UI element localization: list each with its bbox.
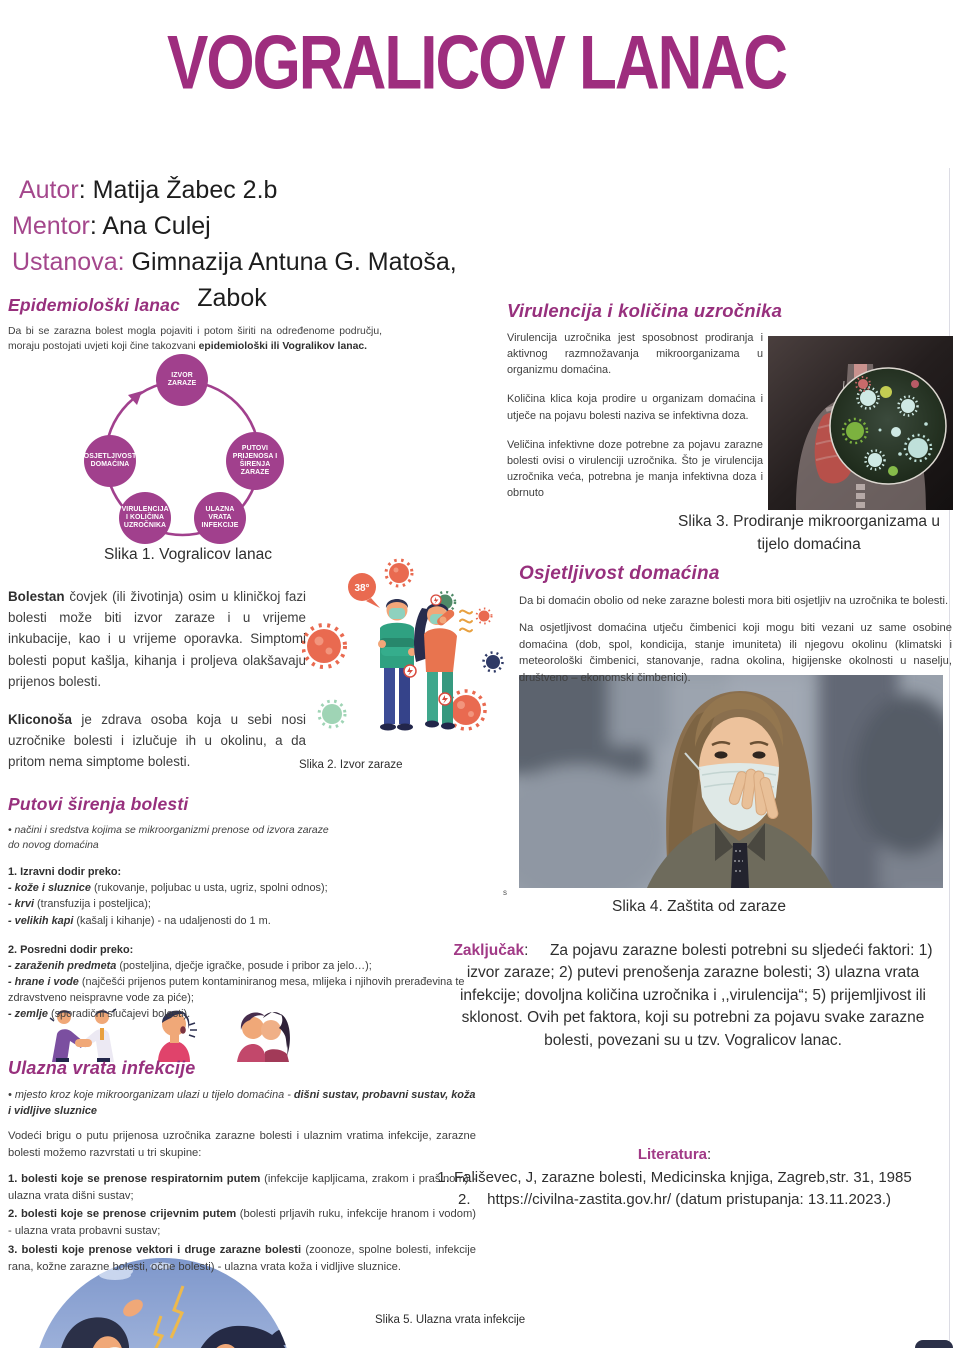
virulencija-heading: Virulencija i količina uzročnika: [507, 300, 783, 321]
cough-squiggle-icon: [460, 611, 472, 632]
inner-shirt: [731, 843, 749, 888]
svg-text:38°: 38°: [354, 583, 370, 594]
virus-icon: [484, 653, 503, 672]
putovi-item: - hrane i vode (najčešći prijenos putem kontaminiranog mesa, mlijeka i njihovih prerađevina te zdravstveno neispravne vode za piće);: [8, 976, 465, 1005]
eye: [753, 751, 766, 758]
virus-icon: [477, 609, 492, 624]
zakljucak-text: Za pojavu zarazne bolesti potrebni su sljedeći faktori: 1) izvor zaraze; 2) putevi prenošenja zarazne bolesti; 3) ulazna vrata infekcije; dovoljna količina uzročnika i ,,virulencija“; 5) prijemljivost ili sklonost. Ovih pet faktora, koji su potrebni za pojavu svake zarazne bolesti, povezani su u tzv. Vogralicov lanac.: [459, 942, 933, 1049]
literatura-item: 1. Fališevec, J, zarazne bolesti, Medicinska knjiga, Zagreb,str. 31, 1985: [437, 1168, 912, 1186]
author-line: Autor: Matija Žabec 2.b: [18, 176, 278, 204]
vogralic-chain-diagram: [84, 352, 284, 552]
mentor-line: Mentor: Ana Culej: [12, 212, 211, 240]
ulazna-item: 3. bolesti koje prenose vektori i druge zarazne bolesti (zoonoze, spolne bolesti, infekcije rana, kožne zarazne bolesti, očne bolesti) - ulazna vrata koža i vidljive sluznice.: [8, 1244, 476, 1273]
virus-icon: [303, 625, 345, 667]
diagram-node-osjetljivost: OSJETLJIVOST DOMAĆINA: [84, 435, 136, 487]
alert-icon: [431, 595, 441, 605]
kliconosa-paragraph: Kliconoša je zdrava osoba koja u sebi nosi uzročnike bolesti i izlučuje ih u okolinu, a da pritom nema simptome bolesti.: [8, 711, 306, 770]
mentor-value: Ana Culej: [102, 212, 211, 240]
ulazna-heading: Ulazna vrata infekcije: [8, 1058, 196, 1078]
osjetljivost-p2: Na osjetljivost domaćina utječu čimbenici koji mogu biti vezani uz same osobine domaćina (dob, spol, kondicija, stanje imuniteta) ili njegovu okolinu (klimatski i meteorološki čimbenici, stanovanje, radna okolina, higijenske okolnosti u naselju, društveno – ekonomski čimbenici).: [519, 621, 952, 685]
putovi-item: - velikih kapi (kašalj i kihanje) - na udaljenosti do 1 m.: [8, 914, 271, 927]
ustanova-line: [12, 244, 482, 280]
alert-icon: [439, 693, 451, 705]
putovi-bullet: • načini i sredstva kojima se mikroorganizmi prenose od izvora zaraze do novog domaćina: [8, 825, 329, 852]
eye: [715, 751, 728, 758]
virulencija-p1: Virulencija uzročnika jest sposobnost prodiranja i aktivnog razmnožavanja mikroorganizama u organizmu domaćina.: [507, 332, 763, 377]
caption-slika2: Slika 2. Izvor zaraze: [299, 759, 403, 771]
literatura-item: 2. https://civilna-zastita.gov.hr/ (datum pristupanja: 13.11.2023.): [457, 1191, 891, 1208]
diagram-node-izvor-zaraze: IZVOR ZARAZE: [156, 354, 208, 406]
ustanova-value: Gimnazija Antuna G. Matoša,: [124, 248, 457, 276]
section-osjetljivost: [519, 563, 952, 687]
section-virulencija: [507, 300, 953, 501]
caption-slika5: Slika 5. Ulazna vrata infekcije: [375, 1314, 526, 1326]
epidemioloski-intro: Da bi se zarazna bolest mogla pojaviti i potom širiti na određenome području, moraju postojati uvjeti koji čine takozvani epidemiološki ili Vogralikov lanac.: [8, 326, 382, 353]
virus-icon: [319, 701, 345, 727]
putovi-item: - zemlje (sporadični slučajevi bolesti).: [8, 1008, 191, 1021]
ulazna-bullet: • mjesto kroz koje mikroorganizam ulazi u tijelo domaćina - dišni sustav, probavni sustav, koža i vidljive sluznice: [8, 1089, 476, 1118]
poster-title: VOGRALICOV LANAC: [167, 21, 786, 106]
literatura-block: [422, 1144, 927, 1212]
slika4-photo: [519, 675, 943, 888]
virulencija-p2: Količina klica koja prodire u organizam domaćina i utječe na pojavu bolesti naziva se infektivna doza.: [507, 393, 763, 422]
diagram-node-virulencija: VIRULENCIJA I KOLIČINA UZROČNIKA: [119, 492, 171, 544]
virulencija-p3: Veličina infektivne doze potrebne za pojavu zarazne bolesti ovisi o virulenciji uzročnika. Što je virulencija uzročnika veća, potrebna je manja infektivna doza i obrnuto: [507, 438, 763, 500]
zakljucak-block: Zaključak: Za pojavu zarazne bolesti potrebni su sljedeći faktori: 1) izvor zaraze; 2) putevi prenošenja zarazne bolesti; 3) ulazna vrata infekcije; dovoljna količina uzročnika i ,,virulencija“; 5) prijemljivost ili sklonost. Ovih pet faktora, koji su potrebni za pojavu svake zarazne bolesti, povezani su u tzv. Vogralicov lanac.: [453, 942, 933, 1049]
caption-slika3: Slika 3. Prodiranje mikroorganizama u tijelo domaćina: [678, 513, 940, 554]
ulazna-item: 1. bolesti koje se prenose respiratornim putem (infekcije kapljicama, zrakom i prašinom) - ulazna vrata dišni sustav;: [8, 1172, 476, 1202]
corner-illustration-fragment: [915, 1340, 953, 1348]
zakljucak-label: Zaključak: [453, 942, 525, 959]
putovi-group2-title: 2. Posredni dodir preko:: [8, 943, 134, 956]
putovi-group1-title: 1. Izravni dodir preko:: [8, 866, 122, 879]
literatura-heading: Literatura:: [637, 1146, 712, 1163]
ulazna-item: 2. bolesti koje se prenose crijevnim putem (bolesti prljavih ruku, infekcije hranom i vodom) - ulazna vrata probavni sustav;: [8, 1208, 476, 1238]
autor-value: Matija Žabec 2.b: [92, 176, 278, 204]
ustanova-city: Zabok: [197, 284, 267, 312]
section-ulazna-vrata: [8, 1058, 476, 1276]
putovi-item: - kože i sluznice (rukovanje, poljubac u usta, ugriz, spolni odnos);: [8, 882, 328, 895]
diagram-node-putovi-prijenosa: PUTOVI PRIJENOSA I ŠIRENJA ZARAZE: [226, 432, 284, 490]
alert-icon: [404, 665, 416, 677]
slika2-illustration: [302, 558, 507, 758]
mentor-label: Mentor: [12, 212, 90, 240]
section-epidemioloski-lanac: [8, 295, 478, 354]
caption-slika1: Slika 1. Vogralicov lanac: [103, 546, 272, 563]
ustanova-label: Ustanova:: [12, 248, 125, 276]
osjetljivost-heading: Osjetljivost domaćina: [519, 563, 720, 584]
virus-icon: [386, 560, 412, 586]
epidemioloski-heading: Epidemiološki lanac: [8, 295, 181, 315]
masked-woman-figure: [414, 603, 457, 729]
putovi-item: - krvi (transfuzija i posteljica);: [8, 898, 151, 911]
bolestan-paragraph: Bolestan čovjek (ili životinja) osim u kliničkoj fazi bolesti može biti izvor zaraze i u vrijeme inkubacije, kao i u vrijeme oporavka. Simptomi bolesti poput kašlja, kihanja i proljeva olakšavaju prijenos bolesti.: [8, 589, 306, 689]
caption-slika4: Slika 4. Zaštita od zaraze: [611, 898, 787, 915]
section-putovi-sirenja: [8, 794, 478, 1022]
footnote-marker: s: [503, 888, 507, 897]
putovi-item: - zaraženih predmeta (posteljina, dječje igračke, posude i pribor za jelo…);: [8, 959, 372, 972]
diagram-node-ulazna-vrata: ULAZNA VRATA INFEKCIJE: [194, 492, 246, 544]
putovi-heading: Putovi širenja bolesti: [8, 794, 189, 814]
ulazna-intro: Vodeći brigu o putu prijenosa uzročnika zarazne bolesti i ulaznim vratima infekcije, zarazne bolesti možemo razvrstati u tri skupine:: [8, 1130, 476, 1160]
osjetljivost-p1: Da bi domaćin obolio od neke zarazne bolesti mora biti osjetljiv na uzročnika te bolesti.: [519, 595, 949, 607]
bolestan-paragraphs: [8, 586, 306, 772]
fever-badge: [348, 573, 380, 608]
autor-label: Autor: [18, 176, 79, 204]
